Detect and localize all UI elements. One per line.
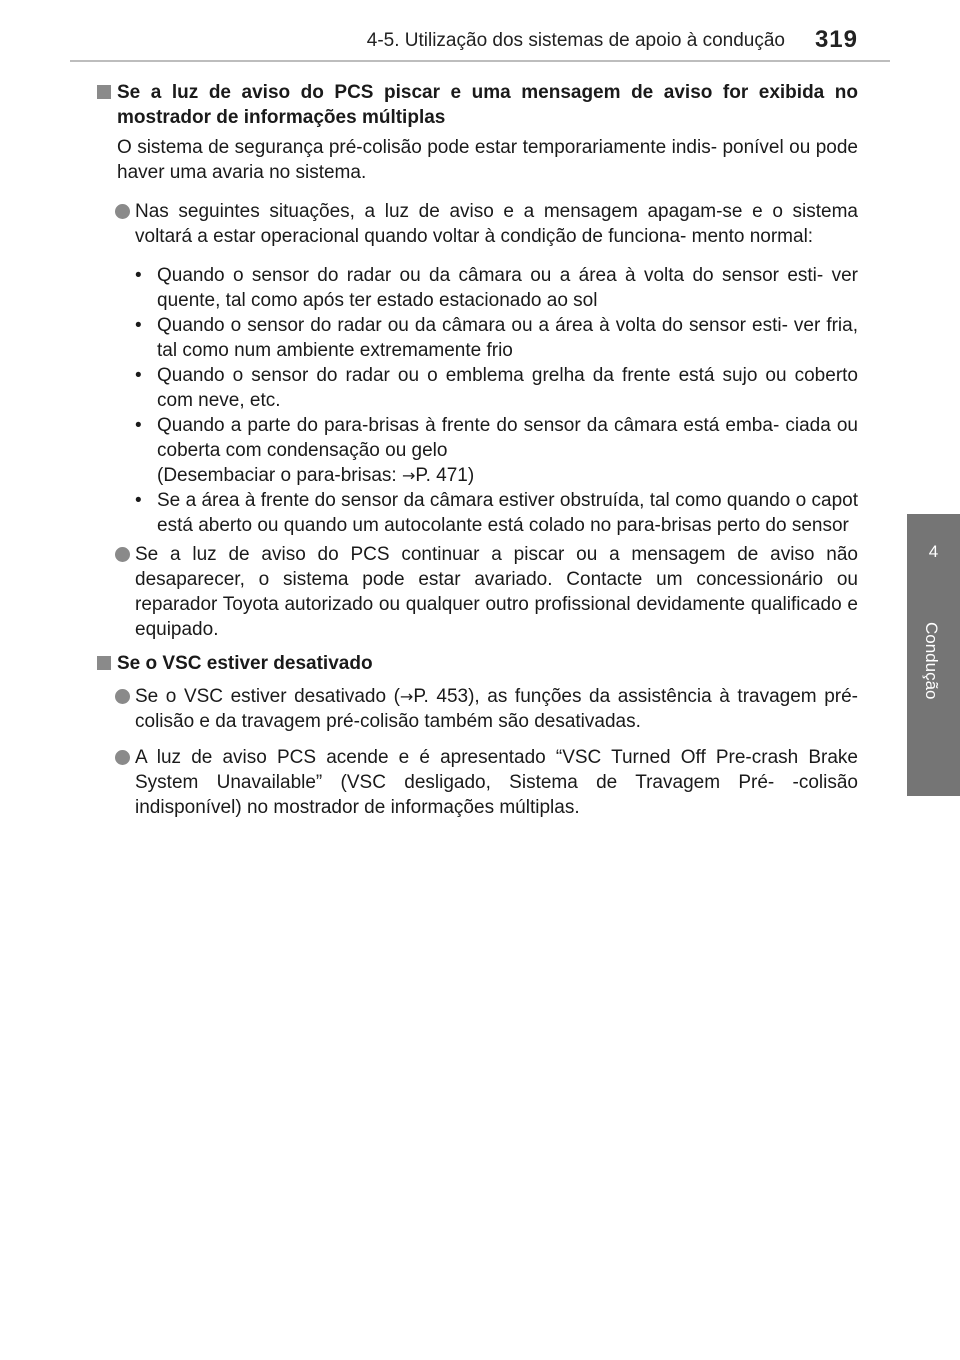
sub-item-text: Quando o sensor do radar ou da câmara ou a área à volta do sensor esti- ver quente, tal como após ter estado estacionado ao sol [157, 265, 858, 311]
list-item-text: Se a luz de aviso do PCS continuar a piscar ou a mensagem de aviso não desaparecer, o sistema pode estar avariado. Contacte um concessionário ou reparador Toyota autorizado ou qualquer outro profissional devidamente qualificado e equipado. [135, 544, 858, 640]
sub-item-text: Se a área à frente do sensor da câmara estiver obstruída, tal como quando o capot está aberto ou quando um autocolante está colado no para-brisas perto do sensor [157, 490, 858, 536]
round-bullet-icon [115, 689, 130, 704]
bullet-icon: • [135, 265, 142, 286]
list-item [96, 199, 858, 249]
list-item [96, 745, 858, 820]
bullet-icon: • [135, 315, 142, 336]
arrow-right-icon: → [399, 687, 414, 706]
list-item-text: A luz de aviso PCS acende e é apresentado “VSC Turned Off Pre-crash Brake System Unavailable” (VSC desligado, Sistema de Travagem Pré- -colisão indisponível) no mostrador de informações múltiplas. [135, 747, 858, 818]
bullet-icon: • [135, 365, 142, 386]
round-bullet-icon [115, 547, 130, 562]
sub-item-text: Quando o sensor do radar ou da câmara ou a área à volta do sensor esti- ver fria, tal como num ambiente extremamente frio [157, 315, 858, 361]
sub-list-item [135, 413, 858, 488]
page-content [96, 80, 858, 820]
sub-list-item [135, 313, 858, 363]
square-bullet-icon [97, 656, 111, 670]
chapter-number: 4 [928, 542, 939, 561]
cross-reference-link[interactable]: P. 453), as funções da assistência à travagem pré-colisão e da travagem pré-colisão também são desativadas. [135, 686, 858, 732]
section-heading-text: Se a luz de aviso do PCS piscar e uma mensagem de aviso for exibida no mostrador de informações múltiplas [117, 82, 858, 128]
list-item [96, 684, 858, 734]
list-item [96, 542, 858, 642]
sub-list [96, 263, 858, 538]
chapter-side-tab[interactable] [907, 514, 960, 796]
round-bullet-icon [115, 750, 130, 765]
chapter-label: Condução [922, 622, 941, 700]
sub-list-item [135, 363, 858, 413]
bullet-icon: • [135, 490, 142, 511]
section-heading-text: Se o VSC estiver desativado [117, 653, 373, 674]
sub-item-text: Quando a parte do para-brisas à frente do sensor da câmara está emba- ciada ou coberta com condensação ou gelo [157, 415, 858, 461]
list-item-text: Nas seguintes situações, a luz de aviso e a mensagem apagam-se e o sistema voltará a estar operacional quando voltar à condição de funciona- mento normal: [135, 201, 858, 247]
sub-list-item [135, 488, 858, 538]
intro-paragraph: O sistema de segurança pré-colisão pode estar temporariamente indis- ponível ou pode haver uma avaria no sistema. [117, 137, 858, 183]
square-bullet-icon [97, 85, 111, 99]
bullet-icon: • [135, 415, 142, 436]
header-divider [70, 60, 890, 62]
arrow-right-icon: → [401, 466, 416, 485]
chapter-title: 4-5. Utilização dos sistemas de apoio à condução [366, 30, 785, 51]
section-heading-pcs [96, 80, 858, 130]
sub-item-text: Quando o sensor do radar ou o emblema grelha da frente está sujo ou coberto com neve, etc. [157, 365, 858, 411]
page-number: 319 [814, 26, 858, 53]
sub-list-item [135, 263, 858, 313]
cross-reference-prefix: (Desembaciar o para-brisas: [157, 465, 402, 486]
list-item-text: Se o VSC estiver desativado ( [135, 686, 400, 707]
page-header [0, 0, 890, 62]
cross-reference-link[interactable]: P. 471) [415, 465, 475, 486]
section-heading-vsc [96, 651, 858, 676]
round-bullet-icon [115, 204, 130, 219]
